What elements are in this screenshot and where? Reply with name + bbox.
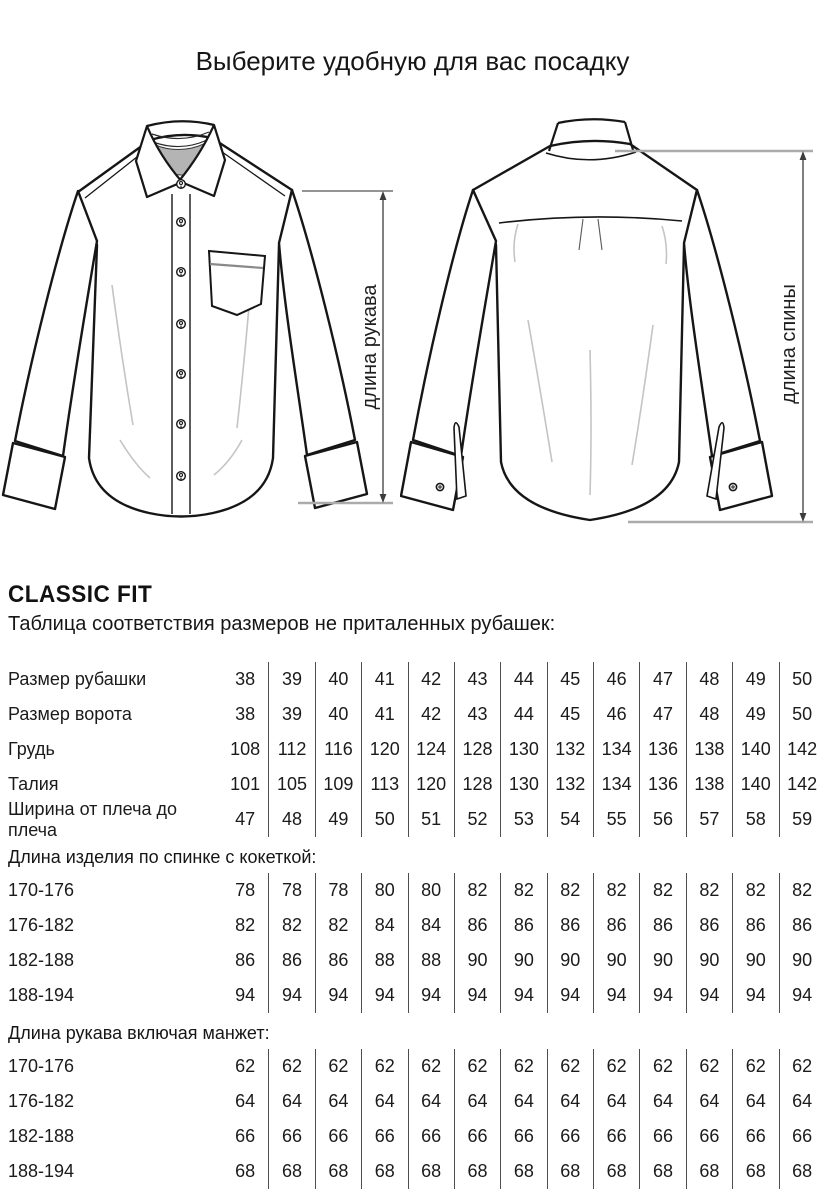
table-cell: 42 bbox=[408, 662, 454, 697]
table-cell: 94 bbox=[454, 978, 500, 1013]
table-cell: 88 bbox=[408, 943, 454, 978]
table-row bbox=[0, 732, 825, 767]
table-cell: 68 bbox=[686, 1154, 732, 1189]
row-label: Ширина от плеча до плеча bbox=[8, 798, 177, 840]
row-label: Грудь bbox=[8, 739, 55, 759]
table-cell: 86 bbox=[268, 943, 314, 978]
table-cell: 64 bbox=[686, 1084, 732, 1119]
group-header-sleeve-length: Длина рукава включая манжет: bbox=[8, 1023, 270, 1043]
table-cell: 68 bbox=[732, 1154, 778, 1189]
table-cell: 68 bbox=[639, 1154, 685, 1189]
table-cell: 68 bbox=[408, 1154, 454, 1189]
table-block-main bbox=[0, 662, 825, 840]
table-cell: 38 bbox=[235, 669, 256, 689]
table-cell: 64 bbox=[268, 1084, 314, 1119]
shirt-front-drawing bbox=[0, 110, 400, 540]
table-cell: 48 bbox=[686, 697, 732, 732]
row-label: 182-188 bbox=[8, 1126, 75, 1146]
table-cell: 140 bbox=[732, 767, 778, 802]
table-cell: 68 bbox=[235, 1161, 256, 1181]
table-cell: 66 bbox=[500, 1119, 546, 1154]
table-cell: 82 bbox=[500, 873, 546, 908]
table-cell: 66 bbox=[408, 1119, 454, 1154]
table-cell: 120 bbox=[361, 732, 407, 767]
table-cell: 138 bbox=[686, 767, 732, 802]
table-cell: 43 bbox=[454, 662, 500, 697]
table-cell: 80 bbox=[408, 873, 454, 908]
table-row bbox=[0, 1084, 825, 1119]
table-cell: 66 bbox=[686, 1119, 732, 1154]
row-label: Размер рубашки bbox=[8, 669, 147, 689]
table-cell: 94 bbox=[732, 978, 778, 1013]
table-row bbox=[0, 767, 825, 802]
table-cell: 64 bbox=[732, 1084, 778, 1119]
table-cell: 142 bbox=[779, 767, 825, 802]
shirt-diagrams bbox=[0, 0, 825, 560]
table-cell: 82 bbox=[639, 873, 685, 908]
table-cell: 68 bbox=[315, 1154, 361, 1189]
table-cell: 43 bbox=[454, 697, 500, 732]
table-cell: 94 bbox=[547, 978, 593, 1013]
table-cell: 64 bbox=[235, 1091, 256, 1111]
table-cell: 41 bbox=[361, 662, 407, 697]
table-cell: 82 bbox=[686, 873, 732, 908]
table-cell: 62 bbox=[408, 1049, 454, 1084]
table-cell: 86 bbox=[547, 908, 593, 943]
table-cell: 82 bbox=[547, 873, 593, 908]
table-cell: 64 bbox=[408, 1084, 454, 1119]
table-cell: 90 bbox=[686, 943, 732, 978]
table-cell: 82 bbox=[454, 873, 500, 908]
table-cell: 94 bbox=[779, 978, 825, 1013]
table-cell: 47 bbox=[639, 697, 685, 732]
table-row bbox=[0, 943, 825, 978]
shirt-back-drawing bbox=[400, 110, 825, 540]
table-cell: 86 bbox=[315, 943, 361, 978]
table-cell: 62 bbox=[500, 1049, 546, 1084]
table-cell: 82 bbox=[732, 873, 778, 908]
table-cell: 101 bbox=[230, 774, 261, 794]
row-label: 170-176 bbox=[8, 880, 75, 900]
table-cell: 62 bbox=[454, 1049, 500, 1084]
table-cell: 113 bbox=[361, 767, 407, 802]
table-cell: 62 bbox=[639, 1049, 685, 1084]
table-cell: 78 bbox=[315, 873, 361, 908]
row-label: Размер ворота bbox=[8, 704, 132, 724]
table-cell: 94 bbox=[593, 978, 639, 1013]
table-cell: 142 bbox=[779, 732, 825, 767]
page-title: Выберите удобную для вас посадку bbox=[195, 46, 630, 76]
row-label: 176-182 bbox=[8, 1091, 75, 1111]
table-cell: 68 bbox=[779, 1154, 825, 1189]
table-cell: 41 bbox=[361, 697, 407, 732]
table-cell: 136 bbox=[639, 767, 685, 802]
table-cell: 62 bbox=[779, 1049, 825, 1084]
table-cell: 82 bbox=[315, 908, 361, 943]
table-cell: 94 bbox=[268, 978, 314, 1013]
row-label: 182-188 bbox=[8, 950, 75, 970]
table-cell: 86 bbox=[454, 908, 500, 943]
table-cell: 58 bbox=[732, 802, 778, 837]
table-cell: 105 bbox=[268, 767, 314, 802]
table-cell: 94 bbox=[235, 985, 256, 1005]
row-label: 188-194 bbox=[8, 985, 75, 1005]
table-cell: 64 bbox=[779, 1084, 825, 1119]
table-cell: 66 bbox=[235, 1126, 256, 1146]
table-cell: 62 bbox=[732, 1049, 778, 1084]
table-cell: 124 bbox=[408, 732, 454, 767]
table-cell: 82 bbox=[779, 873, 825, 908]
table-row bbox=[0, 697, 825, 732]
table-cell: 47 bbox=[235, 809, 256, 829]
table-cell: 38 bbox=[235, 704, 256, 724]
table-cell: 52 bbox=[454, 802, 500, 837]
table-cell: 90 bbox=[732, 943, 778, 978]
table-row bbox=[0, 1119, 825, 1154]
table-cell: 90 bbox=[547, 943, 593, 978]
table-cell: 130 bbox=[500, 767, 546, 802]
table-cell: 94 bbox=[408, 978, 454, 1013]
group-header-back-length: Длина изделия по спинке с кокеткой: bbox=[8, 847, 317, 867]
table-cell: 80 bbox=[361, 873, 407, 908]
table-cell: 40 bbox=[315, 662, 361, 697]
row-label: 188-194 bbox=[8, 1161, 75, 1181]
table-cell: 94 bbox=[500, 978, 546, 1013]
table-cell: 82 bbox=[268, 908, 314, 943]
table-cell: 50 bbox=[779, 697, 825, 732]
table-cell: 140 bbox=[732, 732, 778, 767]
table-cell: 86 bbox=[235, 950, 256, 970]
table-cell: 68 bbox=[547, 1154, 593, 1189]
table-cell: 134 bbox=[593, 767, 639, 802]
table-cell: 44 bbox=[500, 697, 546, 732]
table-cell: 88 bbox=[361, 943, 407, 978]
table-cell: 64 bbox=[639, 1084, 685, 1119]
table-cell: 64 bbox=[454, 1084, 500, 1119]
table-cell: 94 bbox=[639, 978, 685, 1013]
table-cell: 50 bbox=[361, 802, 407, 837]
table-cell: 130 bbox=[500, 732, 546, 767]
table-cell: 128 bbox=[454, 732, 500, 767]
table-cell: 48 bbox=[268, 802, 314, 837]
table-cell: 40 bbox=[315, 697, 361, 732]
table-cell: 86 bbox=[500, 908, 546, 943]
table-cell: 56 bbox=[639, 802, 685, 837]
table-cell: 64 bbox=[500, 1084, 546, 1119]
table-cell: 62 bbox=[315, 1049, 361, 1084]
table-cell: 94 bbox=[686, 978, 732, 1013]
table-cell: 46 bbox=[593, 662, 639, 697]
table-cell: 68 bbox=[454, 1154, 500, 1189]
table-cell: 82 bbox=[235, 915, 256, 935]
table-block-sleeve-length bbox=[0, 1049, 825, 1189]
table-cell: 90 bbox=[593, 943, 639, 978]
table-cell: 78 bbox=[235, 880, 256, 900]
row-label: 176-182 bbox=[8, 915, 75, 935]
table-cell: 47 bbox=[639, 662, 685, 697]
table-cell: 138 bbox=[686, 732, 732, 767]
table-cell: 51 bbox=[408, 802, 454, 837]
table-cell: 50 bbox=[779, 662, 825, 697]
table-cell: 49 bbox=[315, 802, 361, 837]
table-cell: 134 bbox=[593, 732, 639, 767]
table-cell: 62 bbox=[361, 1049, 407, 1084]
table-cell: 86 bbox=[732, 908, 778, 943]
table-cell: 66 bbox=[732, 1119, 778, 1154]
table-row bbox=[0, 1154, 825, 1189]
table-cell: 84 bbox=[361, 908, 407, 943]
table-cell: 90 bbox=[779, 943, 825, 978]
table-row bbox=[0, 798, 825, 840]
table-cell: 62 bbox=[686, 1049, 732, 1084]
table-cell: 55 bbox=[593, 802, 639, 837]
table-cell: 94 bbox=[361, 978, 407, 1013]
table-cell: 59 bbox=[779, 802, 825, 837]
table-cell: 94 bbox=[315, 978, 361, 1013]
table-cell: 64 bbox=[361, 1084, 407, 1119]
table-cell: 86 bbox=[639, 908, 685, 943]
table-cell: 53 bbox=[500, 802, 546, 837]
table-cell: 64 bbox=[315, 1084, 361, 1119]
table-cell: 90 bbox=[500, 943, 546, 978]
table-cell: 109 bbox=[315, 767, 361, 802]
back-length-label: длина спины bbox=[778, 284, 800, 404]
table-cell: 116 bbox=[315, 732, 361, 767]
table-cell: 49 bbox=[732, 697, 778, 732]
table-cell: 66 bbox=[268, 1119, 314, 1154]
table-cell: 66 bbox=[779, 1119, 825, 1154]
table-cell: 78 bbox=[268, 873, 314, 908]
table-cell: 66 bbox=[547, 1119, 593, 1154]
table-row bbox=[0, 978, 825, 1013]
table-cell: 46 bbox=[593, 697, 639, 732]
table-cell: 132 bbox=[547, 767, 593, 802]
table-cell: 44 bbox=[500, 662, 546, 697]
table-cell: 68 bbox=[593, 1154, 639, 1189]
table-cell: 66 bbox=[593, 1119, 639, 1154]
table-cell: 90 bbox=[639, 943, 685, 978]
table-row bbox=[0, 873, 825, 908]
row-label: 170-176 bbox=[8, 1056, 75, 1076]
table-cell: 86 bbox=[686, 908, 732, 943]
table-cell: 90 bbox=[454, 943, 500, 978]
table-cell: 54 bbox=[547, 802, 593, 837]
sleeve-length-label: длина рукава bbox=[359, 284, 381, 410]
table-cell: 112 bbox=[268, 732, 314, 767]
table-cell: 62 bbox=[235, 1056, 256, 1076]
table-cell: 57 bbox=[686, 802, 732, 837]
table-row bbox=[0, 1049, 825, 1084]
table-cell: 84 bbox=[408, 908, 454, 943]
table-cell: 64 bbox=[593, 1084, 639, 1119]
table-cell: 66 bbox=[454, 1119, 500, 1154]
table-cell: 45 bbox=[547, 662, 593, 697]
table-cell: 62 bbox=[593, 1049, 639, 1084]
table-cell: 68 bbox=[361, 1154, 407, 1189]
table-cell: 62 bbox=[268, 1049, 314, 1084]
fit-subtitle: Таблица соответствия размеров не приталенных рубашек: bbox=[8, 613, 556, 635]
table-cell: 66 bbox=[361, 1119, 407, 1154]
table-cell: 48 bbox=[686, 662, 732, 697]
table-cell: 49 bbox=[732, 662, 778, 697]
chest-pocket bbox=[209, 251, 265, 315]
table-cell: 128 bbox=[454, 767, 500, 802]
table-cell: 39 bbox=[268, 662, 314, 697]
table-cell: 132 bbox=[547, 732, 593, 767]
table-cell: 42 bbox=[408, 697, 454, 732]
table-cell: 136 bbox=[639, 732, 685, 767]
table-cell: 39 bbox=[268, 697, 314, 732]
table-row bbox=[0, 662, 825, 697]
table-cell: 86 bbox=[593, 908, 639, 943]
table-cell: 108 bbox=[230, 739, 261, 759]
table-cell: 64 bbox=[547, 1084, 593, 1119]
table-cell: 62 bbox=[547, 1049, 593, 1084]
table-cell: 68 bbox=[268, 1154, 314, 1189]
table-cell: 86 bbox=[779, 908, 825, 943]
table-cell: 68 bbox=[500, 1154, 546, 1189]
table-cell: 120 bbox=[408, 767, 454, 802]
table-row bbox=[0, 908, 825, 943]
table-cell: 66 bbox=[639, 1119, 685, 1154]
table-cell: 45 bbox=[547, 697, 593, 732]
fit-heading: CLASSIC FIT bbox=[8, 581, 153, 608]
row-label: Талия bbox=[8, 774, 59, 794]
table-cell: 66 bbox=[315, 1119, 361, 1154]
table-cell: 82 bbox=[593, 873, 639, 908]
table-block-back-length bbox=[0, 873, 825, 1013]
